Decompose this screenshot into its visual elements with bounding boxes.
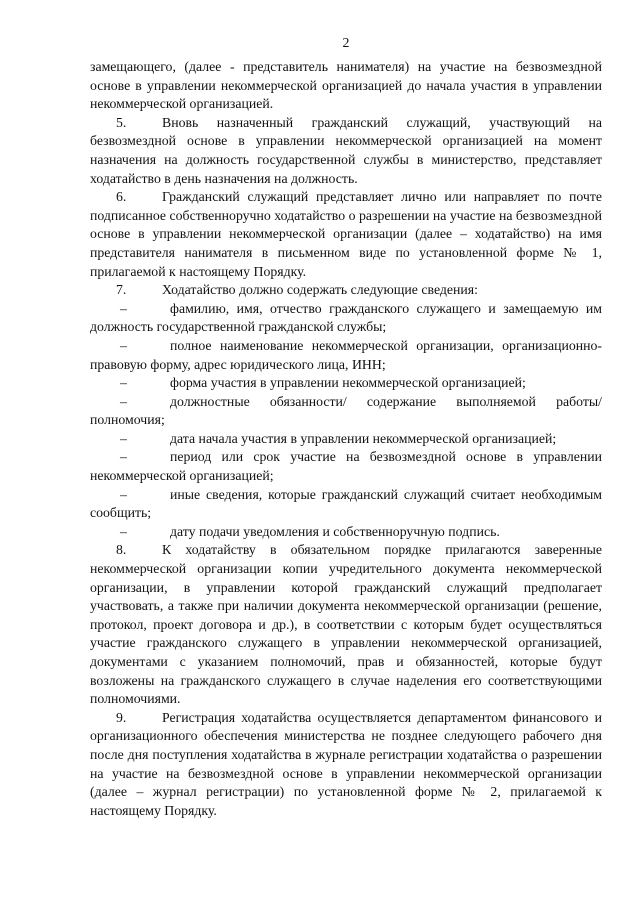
paragraph-7-text: Ходатайство должно содержать следующие сведения: — [162, 282, 478, 298]
list-dash: – — [120, 393, 127, 409]
list-dash: – — [120, 300, 127, 316]
list-item-text: дата начала участия в управлении некоммерческой организацией; — [170, 430, 557, 446]
list-item — [90, 393, 602, 430]
list-item — [90, 448, 602, 485]
paragraph-6 — [90, 188, 602, 281]
paragraph-8-text: К ходатайству в обязательном порядке прилагаются заверенные некоммерческой организации копии учредительного документа некоммерческой организации, в управлении которой гражданский служащий предполагает участвовать, а также при наличии документа некоммерческой организации (решение, протокол, проект договора и др.), в соответствии с которым будет осуществляться участие гражданского служащего в управлении некоммерческой организацией, документами с указанием полномочий, прав и обязанностей, которые будут возложены на гражданского служащего в случае наделения его соответствующими полномочиями. — [90, 542, 602, 707]
paragraph-8 — [90, 541, 602, 708]
list-item — [90, 523, 602, 542]
list-item-text: должностные обязанности/ содержание выполняемой работы/ полномочия; — [90, 393, 602, 428]
list-item — [90, 337, 602, 374]
paragraph-5-text: Вновь назначенный гражданский служащий, участвующий на безвозмездной основе в управлении некоммерческой организацией на момент назначения на должность государственной службы в министерство, представляет ходатайство в день назначения на должность. — [90, 114, 602, 186]
paragraph-7-number: 7. — [116, 282, 127, 298]
document-body — [90, 58, 602, 820]
list-item-text: период или срок участие на безвозмездной основе в управлении некоммерческой организацией; — [90, 449, 602, 484]
paragraph-9-number: 9. — [116, 709, 127, 725]
paragraph-6-text: Гражданский служащий представляет лично или направляет по почте подписанное собственноручно ходатайство о разрешении на участие на безвозмездной основе в управлении некоммерческой организации (далее – ходатайство) на имя представителя нанимателя в письменном виде по установленной форме № 1, прилагаемой к настоящему Порядку. — [90, 189, 602, 279]
list-item-text: иные сведения, которые гражданский служащий считает необходимым сообщить; — [90, 486, 602, 521]
list-item — [90, 430, 602, 449]
page-number: 2 — [342, 35, 350, 50]
list-dash: – — [120, 375, 127, 391]
list-item — [90, 486, 602, 523]
list-item-text: фамилию, имя, отчество гражданского служащего и замещаемую им должность государственной гражданской службы; — [90, 300, 602, 335]
list-item-text: полное наименование некоммерческой организации, организационно-правовую форму, адрес юридического лица, ИНН; — [90, 337, 602, 372]
list-item — [90, 300, 602, 337]
paragraph-intro: замещающего, (далее - представитель нанимателя) на участие на безвозмездной основе в управлении некоммерческой организацией до начала участия в управлении некоммерческой организацией. — [90, 59, 602, 112]
list-item — [90, 374, 602, 393]
list-dash: – — [120, 449, 127, 465]
list-item-text: форма участия в управлении некоммерческой организацией; — [170, 375, 526, 391]
list-dash: – — [120, 486, 127, 502]
paragraph-5 — [90, 114, 602, 188]
paragraph-9 — [90, 709, 602, 821]
paragraph-9-text: Регистрация ходатайства осуществляется департаментом финансового и организационного обеспечения министерства не позднее следующего рабочего дня после дня поступления ходатайства в журнале регистрации ходатайства о разрешении на участие на безвозмездной основе в управлении некоммерческой организации (далее – журнал регистрации) по установленной форме № 2, прилагаемой к настоящему Порядку. — [90, 709, 602, 818]
list-dash: – — [120, 523, 127, 539]
paragraph-5-number: 5. — [116, 114, 127, 130]
paragraph-6-number: 6. — [116, 189, 127, 205]
list-dash: – — [120, 337, 127, 353]
paragraph-7 — [90, 281, 602, 300]
paragraph-8-number: 8. — [116, 542, 127, 558]
list-item-text: дату подачи уведомления и собственноручную подпись. — [170, 523, 500, 539]
list-dash: – — [120, 430, 127, 446]
